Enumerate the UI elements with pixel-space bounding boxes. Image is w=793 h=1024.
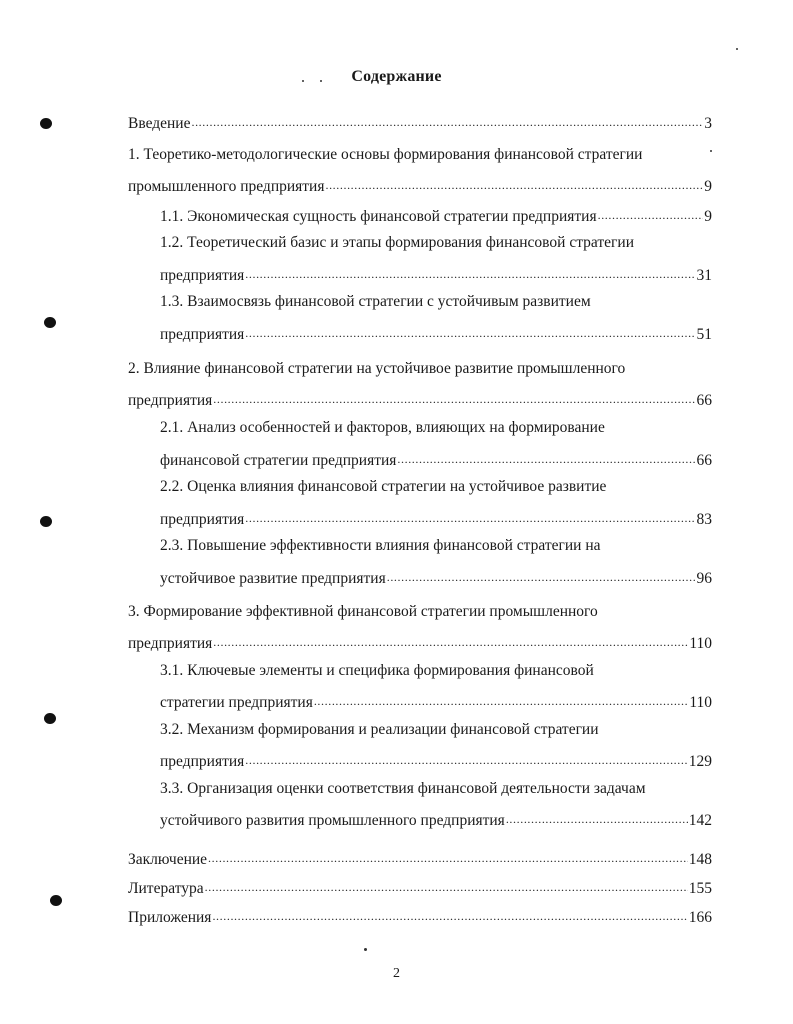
toc-entry-chapter-1[interactable] (128, 175, 712, 196)
toc-page-number: 3 (704, 114, 712, 132)
toc-entry-text: предприятия (160, 266, 245, 284)
punch-hole-3 (40, 516, 52, 527)
toc-page-number: 31 (696, 266, 712, 284)
toc-entry-text: Введение (128, 114, 191, 132)
toc-entry-text: предприятия (128, 634, 213, 652)
toc-entry-3-2[interactable] (160, 750, 712, 771)
toc-entry-text: устойчивое развитие предприятия (160, 569, 386, 587)
toc-entry-2-2[interactable] (160, 508, 712, 529)
scan-speck (736, 48, 738, 50)
toc-entry-text: Литература (128, 879, 204, 897)
toc-leader-dots (387, 567, 696, 583)
toc-page-number: 142 (688, 811, 712, 829)
scan-speck (364, 948, 367, 951)
toc-entry-text: финансовой стратегии предприятия (160, 451, 397, 469)
toc-leader-dots (245, 508, 695, 524)
toc-leader-dots (205, 877, 688, 893)
toc-entry-1-3-title[interactable]: 1.3. Взаимосвязь финансовой стратегии с устойчивым развитием (160, 293, 591, 310)
toc-entry-1-2[interactable] (160, 264, 712, 285)
toc-entry-2-3[interactable] (160, 567, 712, 588)
page-title: Содержание (351, 68, 442, 85)
toc-page-number: 148 (688, 850, 712, 868)
toc-entry-3-1-title[interactable]: 3.1. Ключевые элементы и специфика формирования финансовой (160, 662, 594, 679)
scan-speck (710, 150, 712, 152)
toc-entry-2-2-title[interactable]: 2.2. Оценка влияния финансовой стратегии на устойчивое развитие (160, 478, 607, 495)
toc-entry-text: промышленного предприятия (128, 177, 325, 195)
toc-entry-chapter-2[interactable] (128, 389, 712, 410)
toc-entry-3-3[interactable] (160, 809, 712, 830)
toc-page-number: 83 (696, 510, 712, 528)
toc-entry-2-3-title[interactable]: 2.3. Повышение эффективности влияния финансовой стратегии на (160, 537, 601, 554)
toc-leader-dots (213, 632, 688, 648)
toc-page-number: 129 (688, 752, 712, 770)
punch-hole-4 (44, 713, 56, 724)
punch-hole-1 (40, 118, 52, 129)
toc-entry-text: предприятия (160, 510, 245, 528)
toc-entry-3-1[interactable] (160, 691, 712, 712)
toc-page-number: 155 (688, 879, 712, 897)
toc-entry-conclusion[interactable] (128, 848, 712, 869)
toc-page-number: 9 (704, 207, 712, 225)
toc-entry-2-1[interactable] (160, 449, 712, 470)
toc-entry-text: Приложения (128, 908, 212, 926)
toc-entry-2-1-title[interactable]: 2.1. Анализ особенностей и факторов, влияющих на формирование (160, 419, 605, 436)
toc-entry-text: предприятия (160, 752, 245, 770)
toc-entry-1-1[interactable] (160, 205, 712, 226)
toc-leader-dots (325, 175, 703, 191)
toc-leader-dots (314, 691, 688, 707)
toc-page-number: 166 (688, 908, 712, 926)
toc-leader-dots (506, 809, 688, 825)
toc-entry-1-2-title[interactable]: 1.2. Теоретический базис и этапы формирования финансовой стратегии (160, 234, 634, 251)
toc-entry-3-2-title[interactable]: 3.2. Механизм формирования и реализации финансовой стратегии (160, 721, 599, 738)
toc-entry-text: стратегии предприятия (160, 693, 313, 711)
toc-entry-appendices[interactable] (128, 906, 712, 927)
toc-page-number: 9 (704, 177, 712, 195)
punch-hole-5 (50, 895, 62, 906)
toc-entry-1-3[interactable] (160, 323, 712, 344)
toc-chapter-3-title[interactable]: 3. Формирование эффективной финансовой стратегии промышленного (128, 603, 598, 620)
page-number: 2 (393, 966, 400, 981)
toc-entry-text: Заключение (128, 850, 208, 868)
toc-leader-dots (598, 205, 704, 221)
toc-leader-dots (208, 848, 688, 864)
toc-chapter-1-title[interactable]: 1. Теоретико-методологические основы формирования финансовой стратегии (128, 146, 643, 163)
toc-page-number: 110 (689, 693, 712, 711)
toc-leader-dots (245, 323, 695, 339)
toc-leader-dots (191, 112, 703, 128)
toc-chapter-2-title[interactable]: 2. Влияние финансовой стратегии на устойчивое развитие промышленного (128, 360, 626, 377)
toc-page-number: 66 (696, 451, 712, 469)
toc-entry-text: предприятия (128, 391, 213, 409)
toc-leader-dots (397, 449, 695, 465)
toc-leader-dots (245, 750, 687, 766)
toc-entry-text: предприятия (160, 325, 245, 343)
toc-entry-3-3-title[interactable]: 3.3. Организация оценки соответствия финансовой деятельности задачам (160, 780, 646, 797)
toc-entry-text: 1.1. Экономическая сущность финансовой стратегии предприятия (160, 207, 597, 225)
toc-page-number: 51 (696, 325, 712, 343)
toc-entry-text: устойчивого развития промышленного предприятия (160, 811, 505, 829)
toc-entry-literature[interactable] (128, 877, 712, 898)
toc-page-number: 110 (689, 634, 712, 652)
toc-page-number: 66 (696, 391, 712, 409)
toc-page-number: 96 (696, 569, 712, 587)
toc-entry-chapter-3[interactable] (128, 632, 712, 653)
toc-entry-intro[interactable] (128, 112, 712, 133)
toc-leader-dots (213, 389, 695, 405)
punch-hole-2 (44, 317, 56, 328)
toc-leader-dots (245, 264, 695, 280)
toc-leader-dots (212, 906, 687, 922)
